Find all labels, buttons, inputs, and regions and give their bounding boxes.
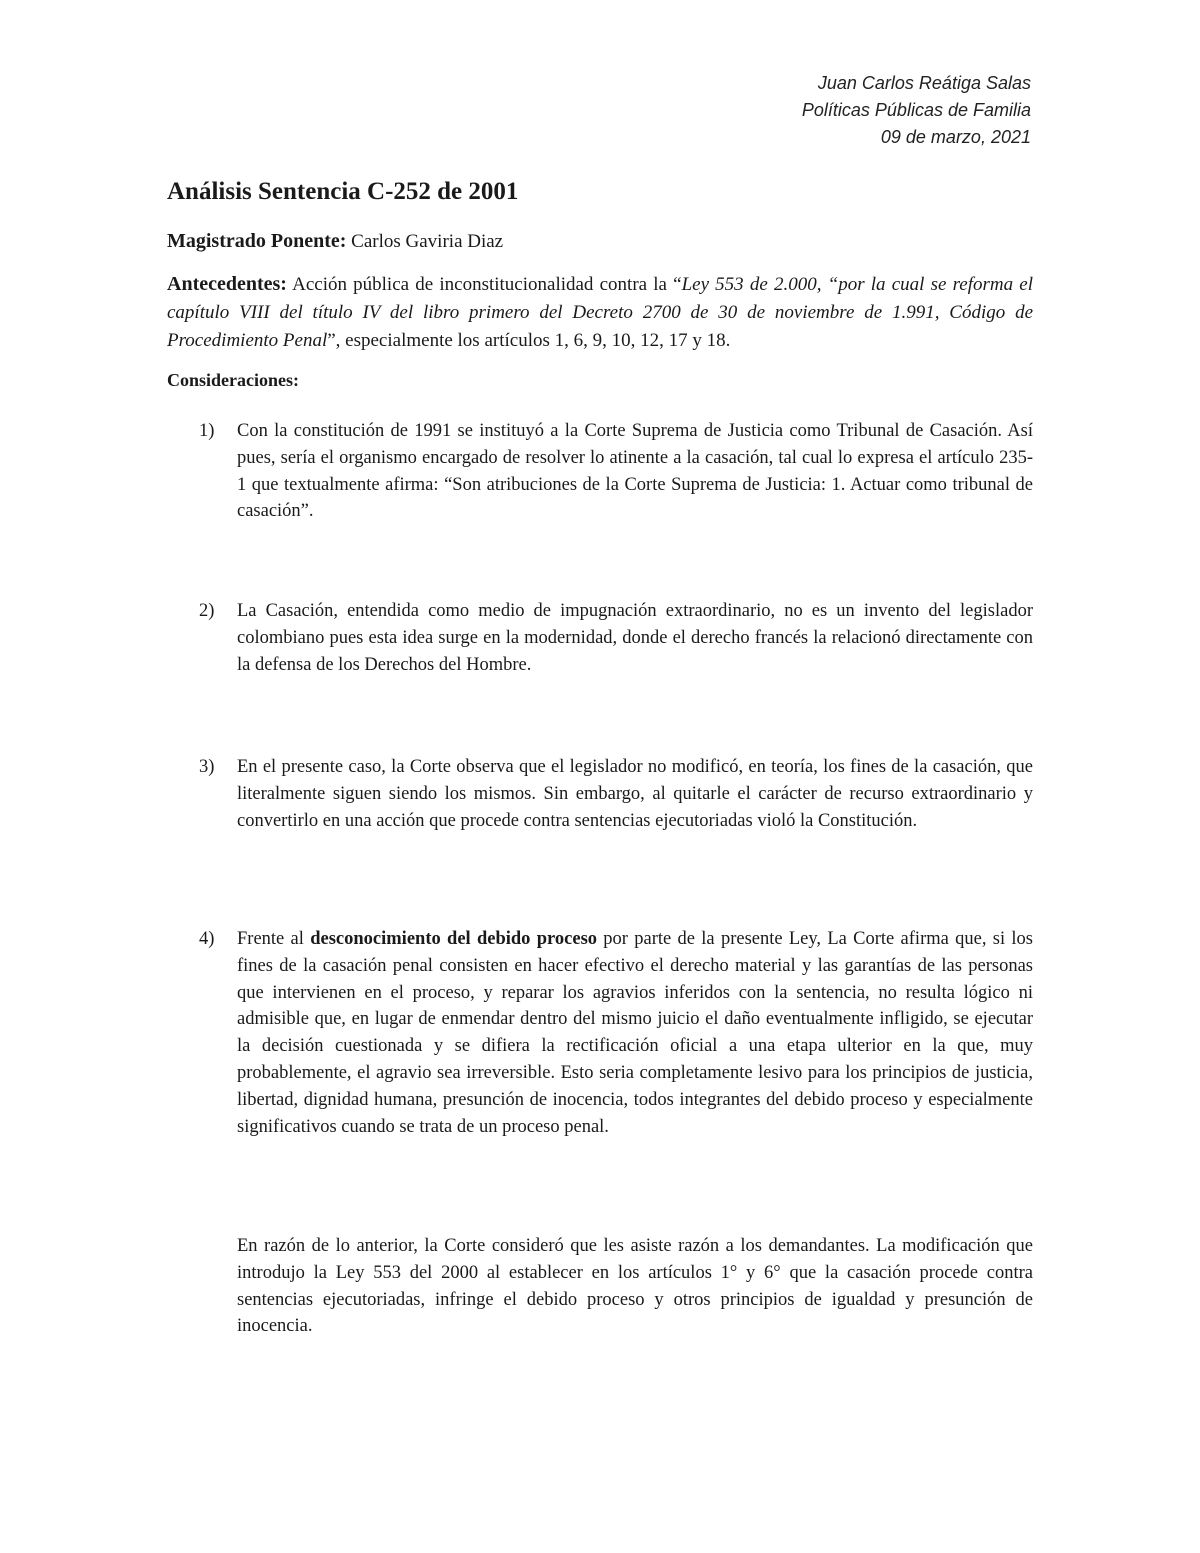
consideracion-item-2 bbox=[199, 598, 1033, 678]
magistrado-label: Magistrado Ponente: bbox=[167, 230, 347, 252]
item-text-before: Frente al bbox=[237, 929, 311, 949]
consideracion-item-3 bbox=[199, 754, 1033, 834]
antecedentes-label: Antecedentes: bbox=[167, 273, 287, 295]
item-number: 2) bbox=[199, 601, 215, 621]
item-text: La Casación, entendida como medio de impugnación extraordinario, no es un invento del legislador colombiano pues esta idea surge en la modernidad, donde el derecho francés la relacionó directamente con la defensa de los Derechos del Hombre. bbox=[237, 601, 1033, 675]
antecedentes-law-title: Ley 553 de 2.000, “por la cual se reforma el capítulo VIII del título IV del libro primero del Decreto 2700 de 30 de noviembre de 1.991, Código de Procedimiento Penal bbox=[167, 274, 1034, 351]
document-title: Análisis Sentencia C-252 de 2001 bbox=[167, 178, 519, 205]
item-number: 4) bbox=[199, 929, 215, 949]
antecedentes-text-2: ”, especialmente los artículos 1, 6, 9, 10, 12, 17 y 18. bbox=[327, 330, 731, 351]
item-number: 3) bbox=[199, 757, 215, 777]
antecedentes-text-1: Acción pública de inconstitucionalidad contra la “ bbox=[292, 274, 682, 295]
document-date: 09 de marzo, 2021 bbox=[880, 127, 1031, 147]
course-name: Políticas Públicas de Familia bbox=[801, 100, 1031, 120]
document-header bbox=[802, 70, 1031, 151]
item-number: 1) bbox=[199, 421, 215, 441]
consideraciones-heading: Consideraciones: bbox=[167, 370, 299, 390]
consideracion-item-4 bbox=[199, 926, 1033, 1140]
magistrado-value: Carlos Gaviria Diaz bbox=[351, 231, 504, 252]
magistrado-line bbox=[167, 227, 1033, 256]
item-bold-phrase: desconocimiento del debido proceso bbox=[310, 929, 598, 949]
author-name: Juan Carlos Reátiga Salas bbox=[817, 73, 1031, 93]
consideracion-item-1 bbox=[199, 418, 1033, 525]
item-text: En el presente caso, la Corte observa que el legislador no modificó, en teoría, los fines de la casación, que literalmente siguen siendo los mismos. Sin embargo, al quitarle el carácter de recurso extraordinario y convertirlo en una acción que procede contra sentencias ejecutoriadas violó la Constitución. bbox=[237, 757, 1033, 831]
item-text: Con la constitución de 1991 se instituyó a la Corte Suprema de Justicia como Tribunal de Casación. Así pues, sería el organismo encargado de resolver lo atinente a la casación, tal cual lo expresa el artículo 235-1 que textualmente afirma: “Son atribuciones de la Corte Suprema de Justicia: 1. Actuar como tribunal de casación”. bbox=[237, 421, 1033, 522]
antecedentes-paragraph bbox=[167, 270, 1033, 355]
item-text-after: por parte de la presente Ley, La Corte afirma que, si los fines de la casación penal consisten en hacer efectivo el derecho material y las garantías de las personas que intervienen en el proceso, y reparar los agravios inferidos con la sentencia, no resulta lógico ni admisible que, en lugar de enmendar dentro del mismo juicio el daño eventualmente infligido, se ejecutar la decisión cuestionada y se difiera la rectificación oficial a una etapa ulterior en la que, muy probablemente, el agravio sea irreversible. Esto seria completamente lesivo para los principios de justicia, libertad, dignidad humana, presunción de inocencia, todos integrantes del debido proceso y especialmente significativos cuando se trata de un proceso penal. bbox=[237, 929, 1033, 1137]
conclusion-paragraph: En razón de lo anterior, la Corte consideró que les asiste razón a los demandantes. La modificación que introdujo la Ley 553 del 2000 al establecer en los artículos 1° y 6° que la casación procede contra sentencias ejecutoriadas, infringe el debido proceso y otros principios de igualdad y presunción de inocencia. bbox=[237, 1236, 1033, 1337]
